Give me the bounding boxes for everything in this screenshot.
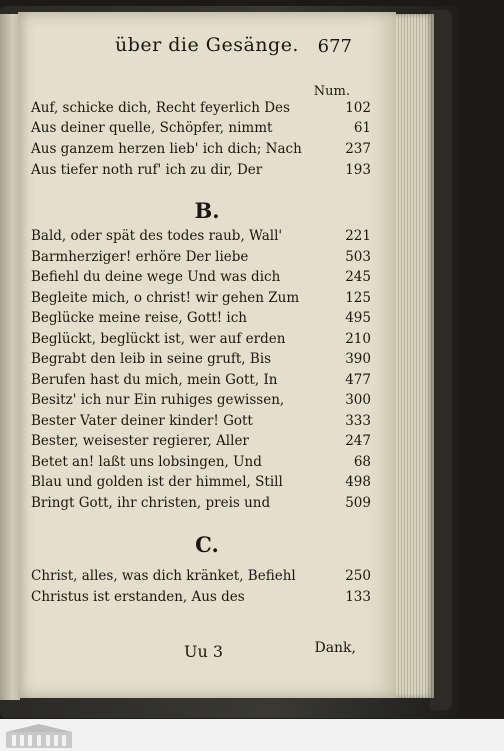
entry-text: Beglücke meine reise, Gott! ich <box>31 310 247 326</box>
index-entry <box>31 392 371 412</box>
index-entry <box>31 454 371 474</box>
index-entry <box>31 120 371 140</box>
index-entry <box>31 568 371 588</box>
entry-text: Christus ist erstanden, Aus des <box>31 589 245 605</box>
entry-number: 221 <box>345 228 371 244</box>
entry-text: Aus tiefer noth ruf' ich zu dir, Der <box>31 162 263 178</box>
index-entry <box>31 290 371 310</box>
entry-text: Blau und golden ist der himmel, Still <box>31 474 283 490</box>
index-entry <box>31 413 371 433</box>
entry-text: Christ, alles, was dich kränket, Befiehl <box>31 568 296 584</box>
index-entry <box>31 474 371 494</box>
entry-number: 102 <box>345 100 371 116</box>
index-entry <box>31 331 371 351</box>
entry-number: 390 <box>345 351 371 367</box>
entry-text: Beglückt, beglückt ist, wer auf erden <box>31 331 286 347</box>
entry-text: Bester Vater deiner kinder! Gott <box>31 413 253 429</box>
entry-number: 300 <box>345 392 371 408</box>
entry-text: Befiehl du deine wege Und was dich <box>31 269 281 285</box>
index-entry <box>31 269 371 289</box>
entry-number: 477 <box>345 372 371 388</box>
index-entry <box>31 310 371 330</box>
viewer-footer-bar <box>0 719 504 751</box>
entry-number: 193 <box>345 162 371 178</box>
entry-number: 68 <box>353 454 371 470</box>
num-column-label: Num. <box>313 84 350 99</box>
section-letter-c: C. <box>195 532 219 557</box>
entry-text: Bald, oder spät des todes raub, Wall' <box>31 228 283 244</box>
page-number: 677 <box>317 36 352 57</box>
book-page <box>18 12 396 698</box>
entry-number: 250 <box>345 568 371 584</box>
entry-text: Aus deiner quelle, Schöpfer, nimmt <box>31 120 273 136</box>
entry-text: Betet an! laßt uns lobsingen, Und <box>31 454 262 470</box>
index-entry <box>31 351 371 371</box>
index-entry <box>31 433 371 453</box>
entry-text: Begrabt den leib in seine gruft, Bis <box>31 351 272 367</box>
entry-number: 133 <box>345 589 371 605</box>
entry-text: Besitz' ich nur Ein ruhiges gewissen, <box>31 392 285 408</box>
entry-number: 237 <box>345 141 371 157</box>
catchword: Dank, <box>314 640 356 656</box>
entry-text: Bringt Gott, ihr christen, preis und <box>31 495 271 511</box>
library-building-logo-icon <box>4 722 74 749</box>
page-edges <box>396 14 434 698</box>
entry-number: 495 <box>345 310 371 326</box>
entry-number: 333 <box>345 413 371 429</box>
entry-text: Begleite mich, o christ! wir gehen Zum <box>31 290 300 306</box>
entry-number: 503 <box>345 249 371 265</box>
index-entry <box>31 372 371 392</box>
section-letter-b: B. <box>194 198 220 223</box>
signature-mark: Uu 3 <box>184 642 224 661</box>
index-entry <box>31 162 371 182</box>
left-page-edge <box>0 14 20 700</box>
running-head: über die Gesänge. <box>115 34 299 56</box>
entry-number: 210 <box>345 331 371 347</box>
entry-text: Aus ganzem herzen lieb' ich dich; Nach <box>31 141 302 157</box>
entry-number: 247 <box>345 433 371 449</box>
entry-text: Auf, schicke dich, Recht feyerlich Des <box>31 100 290 116</box>
index-entry <box>31 228 371 248</box>
index-entry <box>31 100 371 120</box>
index-entry <box>31 249 371 269</box>
entry-number: 125 <box>345 290 371 306</box>
entry-text: Berufen hast du mich, mein Gott, In <box>31 372 278 388</box>
index-entry <box>31 495 371 515</box>
entry-number: 509 <box>345 495 371 511</box>
index-entry <box>31 589 371 609</box>
entry-number: 61 <box>353 120 371 136</box>
entry-text: Bester, weisester regierer, Aller <box>31 433 249 449</box>
index-entry <box>31 141 371 161</box>
entry-text: Barmherziger! erhöre Der liebe <box>31 249 249 265</box>
entry-number: 498 <box>345 474 371 490</box>
entry-number: 245 <box>345 269 371 285</box>
